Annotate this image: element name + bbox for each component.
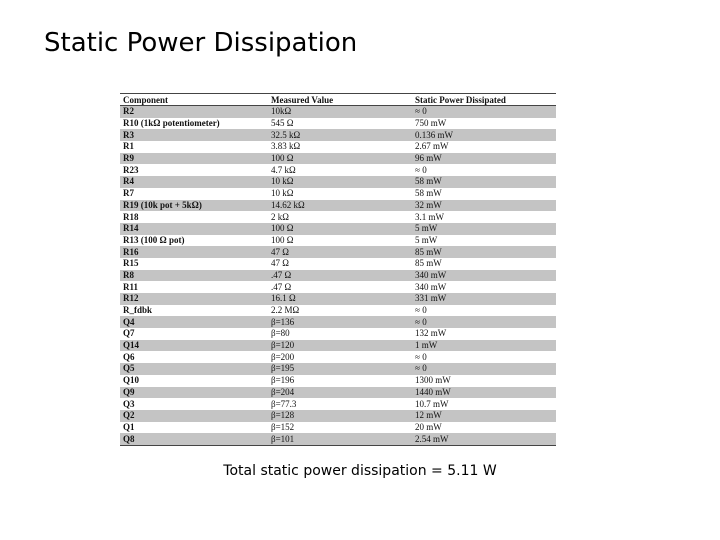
cell-static-power: ≈ 0 (412, 316, 556, 328)
cell-component: Q1 (120, 422, 268, 434)
cell-component: Q4 (120, 316, 268, 328)
cell-measured-value: 47 Ω (268, 246, 412, 258)
cell-static-power: 0.136 mW (412, 129, 556, 141)
cell-component: R11 (120, 281, 268, 293)
cell-measured-value: β=101 (268, 433, 412, 445)
cell-component: Q14 (120, 340, 268, 352)
cell-measured-value: 2 kΩ (268, 211, 412, 223)
table-row (120, 410, 556, 422)
slide-title: Static Power Dissipation (44, 28, 358, 58)
table-row (120, 129, 556, 141)
table-row (120, 316, 556, 328)
cell-measured-value: 100 Ω (268, 235, 412, 247)
cell-measured-value: β=80 (268, 328, 412, 340)
cell-component: R_fdbk (120, 305, 268, 317)
cell-static-power: 10.7 mW (412, 398, 556, 410)
cell-component: R19 (10k pot + 5kΩ) (120, 200, 268, 212)
cell-component: R15 (120, 258, 268, 270)
cell-static-power: 1440 mW (412, 387, 556, 399)
column-header-component: Component (120, 94, 268, 106)
table-row (120, 118, 556, 130)
column-header-measured-value: Measured Value (268, 94, 412, 106)
cell-measured-value: 47 Ω (268, 258, 412, 270)
cell-static-power: ≈ 0 (412, 351, 556, 363)
cell-static-power: 58 mW (412, 188, 556, 200)
cell-measured-value: β=77.3 (268, 398, 412, 410)
cell-static-power: 750 mW (412, 118, 556, 130)
cell-measured-value: 545 Ω (268, 118, 412, 130)
table-row (120, 211, 556, 223)
cell-measured-value: 10kΩ (268, 106, 412, 118)
cell-component: R23 (120, 164, 268, 176)
cell-component: R2 (120, 106, 268, 118)
table-row (120, 176, 556, 188)
cell-static-power: 85 mW (412, 258, 556, 270)
cell-measured-value: β=196 (268, 375, 412, 387)
cell-measured-value: 10 kΩ (268, 176, 412, 188)
table-row (120, 340, 556, 352)
cell-measured-value: 32.5 kΩ (268, 129, 412, 141)
table-row (120, 433, 556, 445)
cell-measured-value: β=136 (268, 316, 412, 328)
table-row (120, 153, 556, 165)
cell-static-power: 2.54 mW (412, 433, 556, 445)
cell-static-power: 32 mW (412, 200, 556, 212)
table-row (120, 281, 556, 293)
table-row (120, 398, 556, 410)
cell-measured-value: β=128 (268, 410, 412, 422)
table-row (120, 164, 556, 176)
cell-static-power: 5 mW (412, 235, 556, 247)
cell-static-power: ≈ 0 (412, 106, 556, 118)
cell-component: Q8 (120, 433, 268, 445)
table-row (120, 141, 556, 153)
cell-component: Q2 (120, 410, 268, 422)
cell-static-power: ≈ 0 (412, 363, 556, 375)
cell-component: R14 (120, 223, 268, 235)
cell-static-power: 5 mW (412, 223, 556, 235)
cell-measured-value: 10 kΩ (268, 188, 412, 200)
table-row (120, 363, 556, 375)
cell-static-power: ≈ 0 (412, 164, 556, 176)
table-row (120, 223, 556, 235)
cell-component: R12 (120, 293, 268, 305)
table-row (120, 235, 556, 247)
cell-component: R16 (120, 246, 268, 258)
cell-static-power: 1300 mW (412, 375, 556, 387)
table-row (120, 200, 556, 212)
table-row (120, 106, 556, 118)
cell-static-power: 340 mW (412, 281, 556, 293)
cell-component: R10 (1kΩ potentiometer) (120, 118, 268, 130)
cell-static-power: 85 mW (412, 246, 556, 258)
table-row (120, 270, 556, 282)
cell-static-power: 20 mW (412, 422, 556, 434)
cell-static-power: 1 mW (412, 340, 556, 352)
cell-measured-value: 4.7 kΩ (268, 164, 412, 176)
cell-component: Q5 (120, 363, 268, 375)
table-row (120, 351, 556, 363)
cell-measured-value: β=195 (268, 363, 412, 375)
cell-measured-value: β=152 (268, 422, 412, 434)
cell-component: R13 (100 Ω pot) (120, 235, 268, 247)
cell-component: R3 (120, 129, 268, 141)
table-row (120, 305, 556, 317)
cell-component: Q3 (120, 398, 268, 410)
cell-component: R4 (120, 176, 268, 188)
cell-static-power: 340 mW (412, 270, 556, 282)
cell-measured-value: 100 Ω (268, 223, 412, 235)
table-row (120, 422, 556, 434)
cell-static-power: 12 mW (412, 410, 556, 422)
cell-static-power: 331 mW (412, 293, 556, 305)
cell-measured-value: β=200 (268, 351, 412, 363)
cell-static-power: 132 mW (412, 328, 556, 340)
cell-component: R1 (120, 141, 268, 153)
cell-component: R7 (120, 188, 268, 200)
table-row (120, 246, 556, 258)
cell-static-power: 2.67 mW (412, 141, 556, 153)
cell-static-power: 58 mW (412, 176, 556, 188)
column-header-static-power: Static Power Dissipated (412, 94, 556, 106)
cell-component: Q9 (120, 387, 268, 399)
cell-measured-value: β=120 (268, 340, 412, 352)
power-table-container (120, 93, 556, 446)
cell-component: Q6 (120, 351, 268, 363)
cell-measured-value: .47 Ω (268, 281, 412, 293)
table-row (120, 328, 556, 340)
power-table (120, 93, 556, 446)
cell-component: R9 (120, 153, 268, 165)
cell-measured-value: 2.2 MΩ (268, 305, 412, 317)
table-row (120, 375, 556, 387)
cell-measured-value: 14.62 kΩ (268, 200, 412, 212)
table-row (120, 258, 556, 270)
cell-component: Q7 (120, 328, 268, 340)
cell-static-power: 96 mW (412, 153, 556, 165)
total-power-text: Total static power dissipation = 5.11 W (223, 463, 497, 479)
table-body (120, 106, 556, 446)
cell-measured-value: 100 Ω (268, 153, 412, 165)
cell-component: R8 (120, 270, 268, 282)
table-row (120, 293, 556, 305)
cell-component: R18 (120, 211, 268, 223)
cell-component: Q10 (120, 375, 268, 387)
cell-measured-value: 16.1 Ω (268, 293, 412, 305)
table-row (120, 387, 556, 399)
cell-measured-value: .47 Ω (268, 270, 412, 282)
table-header-row (120, 94, 556, 106)
cell-static-power: 3.1 mW (412, 211, 556, 223)
cell-static-power: ≈ 0 (412, 305, 556, 317)
cell-measured-value: 3.83 kΩ (268, 141, 412, 153)
table-row (120, 188, 556, 200)
cell-measured-value: β=204 (268, 387, 412, 399)
